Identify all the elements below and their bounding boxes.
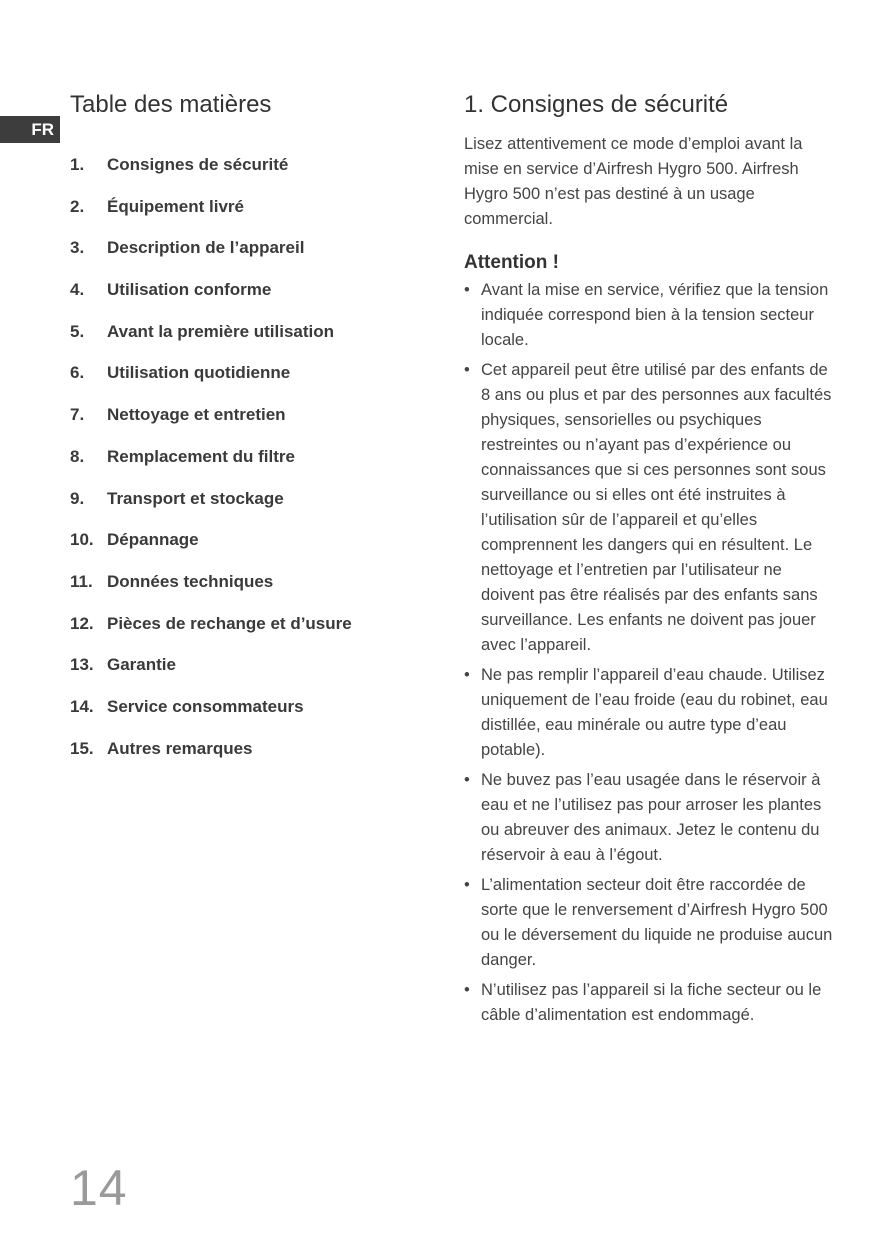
toc-item-label: Autres remarques — [107, 738, 253, 758]
toc-item-label: Avant la première utilisation — [107, 321, 335, 341]
toc-item — [70, 236, 430, 278]
toc-item-number: 11. — [70, 571, 93, 591]
toc-item — [70, 445, 430, 487]
toc-item-number: 4. — [70, 280, 85, 300]
bullet-icon: • — [464, 361, 470, 379]
list-item — [464, 873, 834, 973]
toc-item-label: Équipement livré — [107, 196, 244, 216]
toc-item-label: Pièces de rechange et d’usure — [107, 613, 352, 633]
list-item — [464, 663, 834, 763]
toc-item-number: 5. — [70, 321, 85, 341]
toc-item-label: Nettoyage et entretien — [107, 405, 286, 425]
toc-item-label: Garantie — [107, 655, 176, 675]
section-title: 1. Consignes de sécurité — [464, 91, 729, 118]
toc-item — [70, 403, 430, 445]
toc-item-label: Remplacement du filtre — [107, 446, 295, 466]
table-of-contents — [70, 88, 430, 758]
toc-item — [70, 487, 430, 529]
toc-item-number: 9. — [70, 488, 85, 508]
bullet-text: L’alimentation secteur doit être raccordée de sorte que le renversement d’Airfresh Hygro 500 ou le déversement du liquide ne produise aucun danger. — [481, 876, 833, 969]
toc-item-number: 6. — [70, 363, 85, 383]
toc-item — [70, 570, 430, 612]
bullet-text: Cet appareil peut être utilisé par des enfants de 8 ans ou plus et par des personnes aux facultés physiques, sensorielles ou psychiques restreintes ou n’ayant pas d’expérience ou connaissances que si ces personnes sont sous surveillance ou si elles ont été instruites à l’utilisation sûr de l’appareil et qu’elles comprennent les dangers qui en résultent. Le nettoyage et l’entretien par l’utilisateur ne doivent pas être réalisés par des enfants sans surveillance. Les enfants ne doivent pas jouer avec l’appareil. — [481, 361, 832, 654]
bullet-icon: • — [464, 981, 470, 999]
page-number: 14 — [70, 1160, 128, 1216]
toc-item — [70, 153, 430, 195]
bullet-text: N’utilisez pas l’appareil si la fiche secteur ou le câble d’alimentation est endommagé. — [481, 981, 822, 1024]
toc-item — [70, 653, 430, 695]
toc-item — [70, 361, 430, 403]
safety-bullet-list — [464, 278, 834, 1028]
bullet-icon: • — [464, 876, 470, 894]
list-item — [464, 978, 834, 1028]
bullet-icon: • — [464, 771, 470, 789]
toc-item-number: 1. — [70, 155, 85, 174]
toc-item — [70, 320, 430, 362]
toc-item — [70, 528, 430, 570]
toc-item-number: 10. — [70, 530, 94, 550]
bullet-text: Ne pas remplir l’appareil d’eau chaude. Utilisez uniquement de l’eau froide (eau du robinet, eau distillée, eau minérale ou autre type d’eau potable). — [481, 666, 828, 759]
toc-item-number: 2. — [70, 196, 85, 216]
safety-section — [464, 88, 834, 1033]
toc-item-label: Transport et stockage — [107, 488, 284, 508]
toc-item-label: Dépannage — [107, 530, 199, 550]
toc-title: Table des matières — [70, 91, 272, 118]
list-item — [464, 768, 834, 868]
toc-item-label: Utilisation conforme — [107, 280, 272, 300]
toc-item-number: 7. — [70, 405, 85, 425]
bullet-icon: • — [464, 666, 470, 684]
list-item — [464, 358, 834, 658]
toc-item-number: 13. — [70, 655, 94, 675]
toc-item — [70, 195, 430, 237]
bullet-text: Avant la mise en service, vérifiez que la tension indiquée correspond bien à la tension secteur locale. — [481, 281, 829, 349]
toc-item-number: 14. — [70, 696, 94, 716]
toc-item — [70, 278, 430, 320]
toc-item-label: Données techniques — [107, 571, 274, 591]
toc-item-label: Service consommateurs — [107, 696, 304, 716]
bullet-icon: • — [464, 281, 470, 299]
attention-heading: Attention ! — [464, 252, 559, 273]
bullet-text: Ne buvez pas l’eau usagée dans le réservoir à eau et ne l’utilisez pas pour arroser les plantes ou abreuver des animaux. Jetez le contenu du réservoir à eau à l’égout. — [481, 771, 822, 864]
toc-item-label: Description de l’appareil — [107, 238, 305, 258]
toc-item — [70, 737, 430, 779]
list-item — [464, 278, 834, 353]
toc-item-number: 8. — [70, 446, 85, 466]
toc-item-number: 3. — [70, 238, 85, 258]
toc-item — [70, 695, 430, 737]
toc-item — [70, 612, 430, 654]
toc-item-number: 12. — [70, 613, 94, 633]
toc-item-label: Consignes de sécurité — [107, 155, 289, 174]
toc-item-label: Utilisation quotidienne — [107, 363, 291, 383]
language-tab: FR — [0, 116, 60, 143]
intro-paragraph: Lisez attentivement ce mode d’emploi avant la mise en service d’Airfresh Hygro 500. Airfresh Hygro 500 n’est pas destiné à un usage commercial. — [464, 135, 803, 228]
toc-item-number: 15. — [70, 738, 94, 758]
toc-list — [70, 153, 430, 778]
